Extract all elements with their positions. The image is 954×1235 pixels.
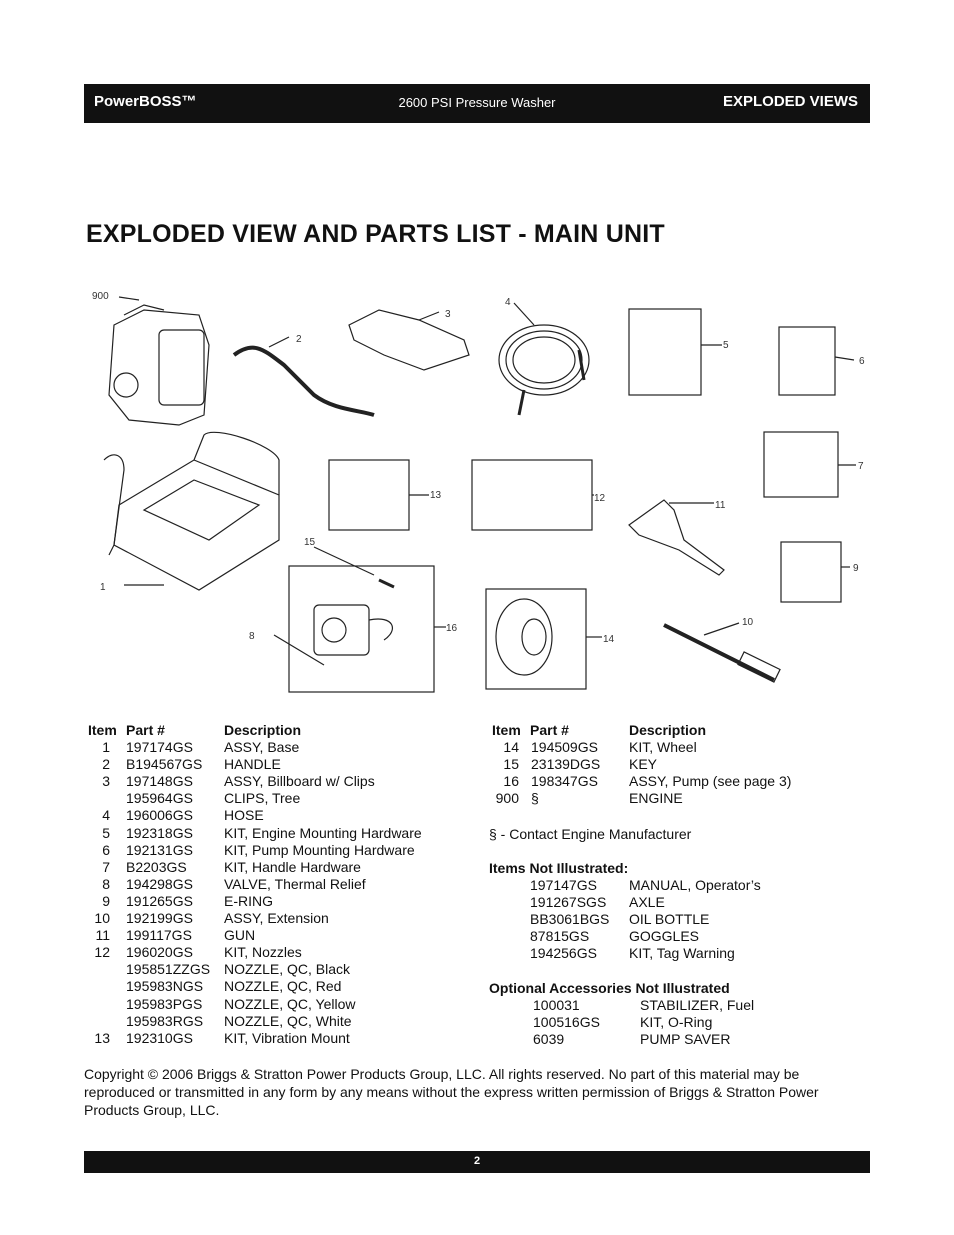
parts-desc: PUMP SAVER [640, 1031, 731, 1048]
page-title: EXPLODED VIEW AND PARTS LIST - MAIN UNIT [86, 220, 665, 248]
parts-row [88, 910, 448, 927]
parts-part: 195964GS [126, 790, 193, 807]
parts-part: 195983NGS [126, 978, 204, 995]
parts-row [492, 773, 852, 790]
parts-part: 6039 [533, 1031, 565, 1048]
parts-desc: GOGGLES [629, 928, 700, 945]
parts-part: 195851ZZGS [126, 961, 211, 978]
parts-list-right [492, 722, 852, 807]
exploded-view-diagram [84, 285, 870, 705]
parts-row [489, 894, 849, 911]
parts-row [88, 842, 448, 859]
parts-row [489, 1031, 849, 1048]
parts-row [88, 978, 448, 995]
parts-desc: KIT, Pump Mounting Hardware [224, 841, 415, 858]
callout-3: 3 [445, 309, 451, 320]
page-number: 2 [473, 1155, 481, 1167]
optional-accessories-title: Optional Accessories Not Illustrated [489, 980, 730, 996]
parts-desc: HOSE [224, 807, 264, 824]
parts-list-header: Item Part # Description [492, 722, 707, 738]
parts-row [489, 877, 849, 894]
handle-hardware-box [764, 432, 838, 497]
callout-8: 8 [249, 631, 255, 642]
extension-wand-drawing [664, 623, 780, 682]
parts-row [492, 790, 852, 807]
parts-part: 100031 [533, 997, 580, 1013]
parts-part: 192318GS [126, 824, 193, 841]
parts-desc: ASSY, Pump (see page 3) [629, 773, 792, 790]
callout-9: 9 [853, 563, 859, 574]
parts-item: 1 [102, 739, 110, 756]
parts-row [88, 739, 448, 756]
parts-row [88, 996, 448, 1013]
pump-hardware-box [779, 327, 835, 395]
parts-desc: KIT, Vibration Mount [224, 1029, 350, 1046]
parts-item: 900 [495, 790, 519, 807]
parts-row [489, 1014, 849, 1031]
parts-item: 7 [102, 858, 110, 875]
parts-desc: ENGINE [629, 790, 683, 807]
parts-part: 195983PGS [126, 995, 203, 1012]
parts-item: 4 [102, 807, 110, 824]
parts-part: 194509GS [531, 739, 598, 756]
callout-900: 900 [92, 291, 109, 302]
billboard-drawing [349, 310, 469, 370]
callout-5: 5 [723, 340, 729, 351]
not-illustrated-title: Items Not Illustrated: [489, 860, 629, 876]
parts-row [489, 911, 849, 928]
parts-desc: AXLE [629, 894, 665, 911]
callout-6: 6 [859, 356, 865, 367]
parts-part: B2203GS [126, 858, 187, 875]
parts-row [489, 928, 849, 945]
callout-16: 16 [446, 623, 458, 634]
parts-item: 6 [102, 841, 110, 858]
parts-part: 198347GS [531, 773, 598, 790]
parts-part: 194256GS [530, 945, 597, 962]
gun-drawing [629, 500, 724, 575]
not-illustrated-list [489, 877, 849, 962]
parts-row [88, 893, 448, 910]
parts-desc: VALVE, Thermal Relief [224, 875, 366, 892]
parts-row [88, 1030, 448, 1047]
callout-1: 1 [100, 582, 106, 593]
parts-item: 14 [503, 739, 519, 756]
parts-desc: NOZZLE, QC, Black [224, 961, 351, 978]
parts-item: 5 [102, 824, 110, 841]
parts-desc: KIT, Nozzles [224, 944, 302, 961]
parts-part: B194567GS [126, 756, 203, 773]
optional-accessories-list [489, 997, 849, 1048]
parts-part: 197147GS [530, 877, 597, 893]
parts-part: 199117GS [126, 927, 192, 944]
callout-13: 13 [430, 490, 442, 501]
parts-row [88, 927, 448, 944]
wheel-box [486, 589, 586, 689]
parts-part: 197174GS [126, 739, 193, 756]
parts-item: 16 [503, 773, 519, 790]
callout-14: 14 [603, 634, 615, 645]
parts-part: 195983RGS [126, 1012, 204, 1029]
parts-row [492, 739, 852, 756]
parts-desc: KIT, Tag Warning [629, 945, 735, 962]
copyright-notice: Copyright © 2006 Briggs & Stratton Power Products Group, LLC. All rights reserved. No part of this material may be reproduced or transmitted in any form by any means without the express written permission of Briggs & Stratton Power Products Group, LLC. [84, 1066, 819, 1118]
parts-row [88, 876, 448, 893]
parts-desc: HANDLE [224, 756, 281, 773]
callout-labels [92, 291, 865, 645]
parts-item: 3 [102, 773, 110, 790]
parts-desc: KEY [629, 756, 658, 773]
callout-4: 4 [505, 297, 511, 308]
parts-desc: ASSY, Base [224, 739, 300, 756]
parts-item: 11 [95, 927, 110, 944]
parts-row [88, 944, 448, 961]
parts-part: 196006GS [126, 807, 193, 824]
engine-drawing [109, 297, 209, 425]
pump-box [289, 566, 434, 692]
parts-list-header: Item Part # Description [88, 722, 302, 738]
vibration-mount-box [329, 460, 409, 530]
parts-item: 12 [94, 944, 110, 961]
callout-7: 7 [858, 461, 864, 472]
parts-desc: ASSY, Billboard w/ Clips [224, 773, 375, 790]
parts-part: 196020GS [126, 944, 193, 961]
parts-part: 192199GS [126, 910, 193, 927]
parts-row [88, 807, 448, 824]
engine-manufacturer-note: § - Contact Engine Manufacturer [489, 826, 692, 842]
e-ring-box [781, 542, 841, 602]
parts-desc: ASSY, Extension [224, 910, 329, 927]
parts-desc: GUN [224, 927, 256, 944]
parts-row [88, 961, 448, 978]
parts-desc: KIT, Wheel [629, 739, 697, 756]
page-header-bar [84, 84, 870, 123]
parts-row [88, 790, 448, 807]
parts-desc: CLIPS, Tree [224, 790, 301, 807]
parts-row [88, 825, 448, 842]
parts-part: 100516GS [533, 1014, 600, 1031]
parts-row [489, 997, 849, 1014]
pump-drawing [274, 605, 392, 665]
parts-row [88, 859, 448, 876]
parts-desc: E-RING [224, 892, 273, 909]
parts-row [88, 1013, 448, 1030]
parts-desc: OIL BOTTLE [629, 911, 710, 928]
parts-part: 192131GS [126, 841, 193, 858]
parts-part: 191267SGS [530, 894, 607, 911]
parts-part: § [531, 790, 539, 807]
parts-item: 9 [102, 892, 110, 909]
brand-name: PowerBOSS™ [94, 93, 197, 110]
parts-part: 87815GS [530, 928, 590, 945]
parts-row [88, 773, 448, 790]
parts-part: 23139DGS [531, 756, 601, 773]
parts-item: 2 [102, 756, 110, 773]
parts-row [492, 756, 852, 773]
parts-part: 192310GS [126, 1029, 193, 1046]
section-title: EXPLODED VIEWS [722, 93, 858, 110]
parts-part: 194298GS [126, 875, 193, 892]
parts-item: 13 [94, 1029, 110, 1046]
nozzles-box [472, 460, 592, 530]
parts-desc: KIT, Handle Hardware [224, 858, 361, 875]
parts-item: 15 [503, 756, 519, 773]
callout-12: 12 [594, 493, 606, 504]
parts-desc: NOZZLE, QC, Red [224, 978, 342, 995]
engine-hardware-box [629, 309, 701, 395]
parts-item: 10 [94, 910, 110, 927]
parts-part: 191265GS [126, 892, 193, 909]
parts-list-left [88, 722, 448, 1047]
model-name: 2600 PSI Pressure Washer [398, 95, 556, 110]
parts-desc: MANUAL, Operator’s [629, 877, 761, 893]
handle-drawing [234, 348, 374, 415]
parts-row [489, 945, 849, 962]
hose-drawing [499, 303, 589, 415]
callout-2: 2 [296, 334, 302, 345]
parts-desc: STABILIZER, Fuel [640, 997, 755, 1013]
callout-11: 11 [715, 500, 726, 511]
parts-desc: NOZZLE, QC, White [224, 1012, 352, 1029]
callout-10: 10 [742, 617, 754, 628]
parts-part: 197148GS [126, 773, 193, 790]
base-drawing [104, 432, 279, 590]
parts-desc: NOZZLE, QC, Yellow [224, 995, 356, 1012]
parts-desc: KIT, O-Ring [640, 1014, 713, 1031]
page-footer [84, 1151, 870, 1173]
parts-desc: KIT, Engine Mounting Hardware [224, 824, 422, 841]
parts-row [88, 756, 448, 773]
parts-item: 8 [102, 875, 110, 892]
callout-15: 15 [304, 537, 316, 548]
parts-part: BB3061BGS [530, 911, 610, 928]
